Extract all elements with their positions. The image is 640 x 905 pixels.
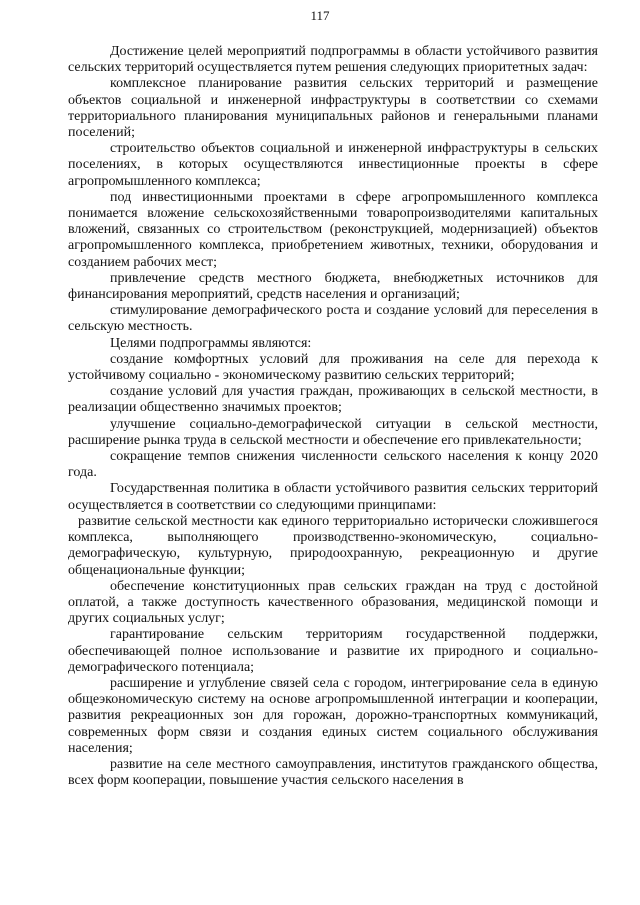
paragraph-principle-self-government: развитие на селе местного самоуправления, институтов гражданского общества, всех форм кооперации, повышение участия сельского населения в: [68, 756, 598, 789]
page-body: [68, 44, 598, 789]
paragraph-principle-support: гарантирование сельским территориям государственной поддержки, обеспечивающей полное использование и развитие их природного и социально-демографического потенциала;: [68, 627, 598, 675]
paragraph-task-funding: привлечение средств местного бюджета, внебюджетных источников для финансирования мероприятий, средств населения и организаций;: [68, 270, 598, 303]
paragraph-task-demography: стимулирование демографического роста и создание условий для переселения в сельскую местность.: [68, 303, 598, 335]
paragraph-goal-social: улучшение социально-демографической ситуации в сельской местности, расширение рынка труда в сельской местности и обеспечение его привлекательности;: [68, 416, 598, 448]
paragraph-policy-intro: Государственная политика в области устойчивого развития сельских территорий осуществляется в соответствии со следующими принципами:: [68, 481, 598, 513]
paragraph-principle-integration: расширение и углубление связей села с городом, интегрирование села в единую общеэкономическую систему на основе агропромышленной интеграции и кооперации, развития рекреационных зон для горожан, дорожно-транспортных коммуникаций, современных форм связи и создания единых систем социального обслуживания населения;: [68, 675, 598, 756]
paragraph-principle-rights: обеспечение конституционных прав сельских граждан на труд с достойной оплатой, а также доступность качественного образования, медицинской помощи и других социальных услуг;: [68, 578, 598, 627]
paragraph-task-planning: комплексное планирование развития сельских территорий и размещение объектов социальной и инженерной инфраструктуры в соответствии со схемами территориального планирования муниципальных районов и генеральными планами поселений;: [68, 76, 598, 141]
paragraph-goal-population: сокращение темпов снижения численности сельского населения к концу 2020 года.: [68, 449, 598, 481]
paragraph-goal-participation: создание условий для участия граждан, проживающих в сельской местности, в реализации общественно значимых проектов;: [68, 384, 598, 416]
paragraph-task-construction: строительство объектов социальной и инженерной инфраструктуры в сельских поселениях, в которых осуществляются инвестиционные проекты в сфере агропромышленного комплекса;: [68, 141, 598, 189]
paragraph-principle-complex: развитие сельской местности как единого территориально исторически сложившегося комплекса, выполняющего производственно-экономическую, социально-демографическую, культурную, природоохранную, рекреационную и другие общенациональные функции;: [68, 513, 598, 578]
paragraph-goal-comfort: создание комфортных условий для проживания на селе для перехода к устойчивому социально - экономическому развитию сельских территорий;: [68, 351, 598, 384]
paragraph-investment-definition: под инвестиционными проектами в сфере агропромышленного комплекса понимается вложение сельскохозяйственными товаропроизводителями капитальных вложений, связанных со строительством (реконструкцией, модернизацией) объектов агропромышленного комплекса, приобретением животных, техники, оборудования и созданием рабочих мест;: [68, 189, 598, 270]
paragraph-goals-heading: Целями подпрограммы являются:: [110, 335, 312, 351]
page-number: 117: [310, 8, 330, 23]
paragraph-intro: Достижение целей мероприятий подпрограммы в области устойчивого развития сельских территорий осуществляется путем решения следующих приоритетных задач:: [68, 44, 598, 76]
